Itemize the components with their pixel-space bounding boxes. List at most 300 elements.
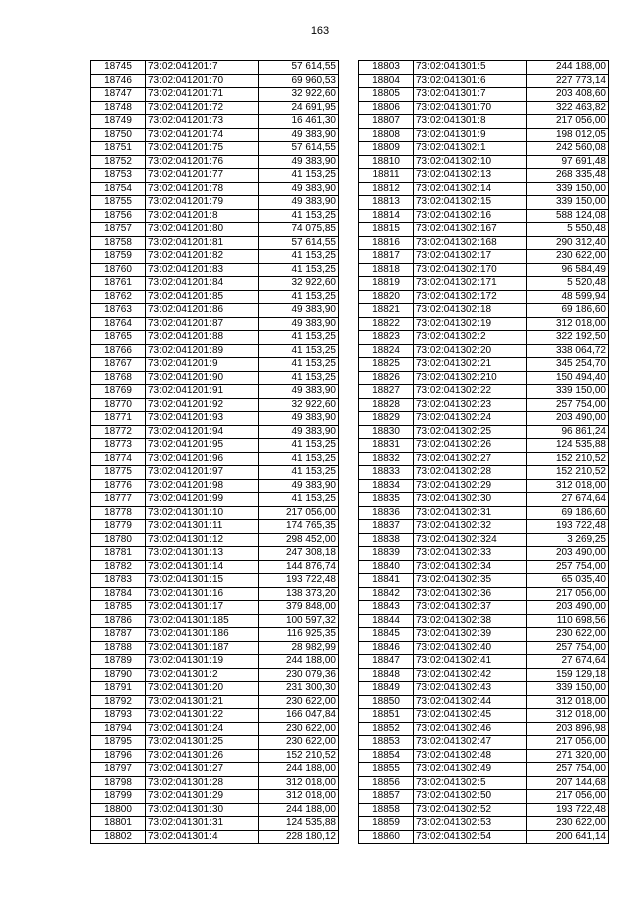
cadastral-number: 73:02:041301:28	[146, 776, 259, 790]
cost-value: 41 153,25	[259, 290, 339, 304]
cadastral-number: 73:02:041301:22	[146, 709, 259, 723]
table-right-body	[359, 61, 609, 844]
row-number: 18787	[91, 628, 146, 642]
cadastral-number: 73:02:041302:50	[414, 790, 527, 804]
cost-value: 96 584,49	[527, 263, 609, 277]
row-number: 18815	[359, 223, 414, 237]
row-number: 18811	[359, 169, 414, 183]
cost-value: 144 876,74	[259, 560, 339, 574]
cost-value: 203 896,98	[527, 722, 609, 736]
cost-value: 193 722,48	[527, 803, 609, 817]
table-row	[91, 533, 339, 547]
cadastral-number: 73:02:041201:76	[146, 155, 259, 169]
table-row	[359, 803, 609, 817]
row-number: 18851	[359, 709, 414, 723]
cadastral-number: 73:02:041201:79	[146, 196, 259, 210]
cost-value: 110 698,56	[527, 614, 609, 628]
row-number: 18857	[359, 790, 414, 804]
cost-value: 379 848,00	[259, 601, 339, 615]
cadastral-number: 73:02:041301:24	[146, 722, 259, 736]
table-row	[359, 695, 609, 709]
table-row	[91, 142, 339, 156]
row-number: 18834	[359, 479, 414, 493]
table-row	[91, 115, 339, 129]
table-row	[359, 817, 609, 831]
table-row	[359, 358, 609, 372]
cost-value: 312 018,00	[527, 317, 609, 331]
row-number: 18795	[91, 736, 146, 750]
table-row	[91, 493, 339, 507]
cadastral-number: 73:02:041301:8	[414, 115, 527, 129]
cadastral-number: 73:02:041301:185	[146, 614, 259, 628]
cadastral-number: 73:02:041201:70	[146, 74, 259, 88]
table-row	[91, 236, 339, 250]
table-row	[359, 209, 609, 223]
table-row	[91, 655, 339, 669]
table-row	[91, 277, 339, 291]
row-number: 18753	[91, 169, 146, 183]
row-number: 18775	[91, 466, 146, 480]
row-number: 18806	[359, 101, 414, 115]
row-number: 18858	[359, 803, 414, 817]
cadastral-number: 73:02:041301:12	[146, 533, 259, 547]
cadastral-number: 73:02:041302:210	[414, 371, 527, 385]
table-row	[91, 722, 339, 736]
cadastral-number: 73:02:041201:78	[146, 182, 259, 196]
cost-value: 230 622,00	[259, 736, 339, 750]
cadastral-number: 73:02:041201:98	[146, 479, 259, 493]
cost-value: 166 047,84	[259, 709, 339, 723]
table-row	[91, 425, 339, 439]
table-row	[359, 560, 609, 574]
row-number: 18747	[91, 88, 146, 102]
row-number: 18826	[359, 371, 414, 385]
table-row	[91, 547, 339, 561]
table-row	[359, 74, 609, 88]
table-row	[91, 682, 339, 696]
row-number: 18792	[91, 695, 146, 709]
cadastral-number: 73:02:041201:75	[146, 142, 259, 156]
cadastral-number: 73:02:041201:94	[146, 425, 259, 439]
table-row	[91, 709, 339, 723]
cost-value: 228 180,12	[259, 830, 339, 844]
cost-value: 32 922,60	[259, 398, 339, 412]
table-row	[91, 452, 339, 466]
cost-value: 257 754,00	[527, 398, 609, 412]
cost-value: 150 494,40	[527, 371, 609, 385]
cadastral-number: 73:02:041201:96	[146, 452, 259, 466]
cadastral-number: 73:02:041302:168	[414, 236, 527, 250]
cadastral-number: 73:02:041302:23	[414, 398, 527, 412]
table-row	[91, 344, 339, 358]
row-number: 18860	[359, 830, 414, 844]
table-row	[91, 776, 339, 790]
row-number: 18824	[359, 344, 414, 358]
table-row	[359, 223, 609, 237]
table-row	[91, 763, 339, 777]
row-number: 18800	[91, 803, 146, 817]
cost-value: 257 754,00	[527, 560, 609, 574]
row-number: 18803	[359, 61, 414, 75]
table-row	[91, 74, 339, 88]
table-row	[91, 560, 339, 574]
table-row	[359, 236, 609, 250]
row-number: 18808	[359, 128, 414, 142]
table-row	[91, 628, 339, 642]
cost-value: 339 150,00	[527, 196, 609, 210]
cadastral-number: 73:02:041302:42	[414, 668, 527, 682]
cadastral-number: 73:02:041302:14	[414, 182, 527, 196]
row-number: 18756	[91, 209, 146, 223]
table-row	[91, 803, 339, 817]
row-number: 18765	[91, 331, 146, 345]
table-row	[359, 88, 609, 102]
table-row	[91, 479, 339, 493]
table-row	[359, 466, 609, 480]
table-row	[91, 398, 339, 412]
cadastral-number: 73:02:041301:31	[146, 817, 259, 831]
table-row	[359, 250, 609, 264]
row-number: 18794	[91, 722, 146, 736]
row-number: 18810	[359, 155, 414, 169]
cadastral-number: 73:02:041201:71	[146, 88, 259, 102]
cost-value: 41 153,25	[259, 493, 339, 507]
cost-value: 49 383,90	[259, 385, 339, 399]
row-number: 18764	[91, 317, 146, 331]
cadastral-number: 73:02:041301:16	[146, 587, 259, 601]
row-number: 18845	[359, 628, 414, 642]
table-row	[91, 668, 339, 682]
cadastral-number: 73:02:041302:41	[414, 655, 527, 669]
cost-value: 57 614,55	[259, 142, 339, 156]
cadastral-number: 73:02:041201:99	[146, 493, 259, 507]
table-row	[359, 155, 609, 169]
row-number: 18833	[359, 466, 414, 480]
cadastral-number: 73:02:041302:40	[414, 641, 527, 655]
cadastral-number: 73:02:041302:167	[414, 223, 527, 237]
table-row	[359, 142, 609, 156]
cost-value: 69 186,60	[527, 506, 609, 520]
table-row	[359, 763, 609, 777]
cost-value: 138 373,20	[259, 587, 339, 601]
row-number: 18766	[91, 344, 146, 358]
cadastral-number: 73:02:041302:49	[414, 763, 527, 777]
cadastral-number: 73:02:041201:82	[146, 250, 259, 264]
table-row	[359, 682, 609, 696]
row-number: 18776	[91, 479, 146, 493]
cost-value: 48 599,94	[527, 290, 609, 304]
cadastral-number: 73:02:041201:84	[146, 277, 259, 291]
row-number: 18823	[359, 331, 414, 345]
cost-value: 24 691,95	[259, 101, 339, 115]
table-row	[359, 641, 609, 655]
cost-value: 217 056,00	[259, 506, 339, 520]
cadastral-number: 73:02:041301:26	[146, 749, 259, 763]
table-row	[91, 101, 339, 115]
row-number: 18802	[91, 830, 146, 844]
table-row	[91, 196, 339, 210]
row-number: 18835	[359, 493, 414, 507]
table-row	[359, 736, 609, 750]
table-row	[359, 776, 609, 790]
cadastral-number: 73:02:041301:17	[146, 601, 259, 615]
table-row	[91, 304, 339, 318]
cost-value: 244 188,00	[527, 61, 609, 75]
cost-value: 41 153,25	[259, 439, 339, 453]
table-row	[91, 358, 339, 372]
row-number: 18797	[91, 763, 146, 777]
table-row	[359, 61, 609, 75]
table-row	[91, 209, 339, 223]
cadastral-number: 73:02:041302:324	[414, 533, 527, 547]
row-number: 18777	[91, 493, 146, 507]
row-number: 18842	[359, 587, 414, 601]
table-row	[91, 817, 339, 831]
cost-value: 247 308,18	[259, 547, 339, 561]
cost-value: 100 597,32	[259, 614, 339, 628]
cost-value: 41 153,25	[259, 209, 339, 223]
row-number: 18801	[91, 817, 146, 831]
cost-value: 203 408,60	[527, 88, 609, 102]
table-row	[359, 628, 609, 642]
cost-value: 230 622,00	[259, 722, 339, 736]
table-row	[91, 614, 339, 628]
cadastral-number: 73:02:041201:72	[146, 101, 259, 115]
row-number: 18853	[359, 736, 414, 750]
row-number: 18816	[359, 236, 414, 250]
table-row	[91, 601, 339, 615]
cost-value: 49 383,90	[259, 196, 339, 210]
cadastral-number: 73:02:041302:15	[414, 196, 527, 210]
row-number: 18779	[91, 520, 146, 534]
table-row	[359, 506, 609, 520]
cost-value: 193 722,48	[527, 520, 609, 534]
table-row	[359, 182, 609, 196]
table-row	[91, 466, 339, 480]
table-row	[359, 398, 609, 412]
cadastral-number: 73:02:041302:54	[414, 830, 527, 844]
table-left-body	[91, 61, 339, 844]
cost-value: 27 674,64	[527, 655, 609, 669]
row-number: 18850	[359, 695, 414, 709]
cost-value: 41 153,25	[259, 358, 339, 372]
cost-value: 49 383,90	[259, 412, 339, 426]
cadastral-number: 73:02:041301:7	[414, 88, 527, 102]
row-number: 18780	[91, 533, 146, 547]
table-row	[91, 385, 339, 399]
row-number: 18746	[91, 74, 146, 88]
cadastral-number: 73:02:041301:6	[414, 74, 527, 88]
row-number: 18818	[359, 263, 414, 277]
table-row	[359, 493, 609, 507]
cadastral-number: 73:02:041201:77	[146, 169, 259, 183]
table-row	[359, 128, 609, 142]
cadastral-number: 73:02:041302:27	[414, 452, 527, 466]
cadastral-number: 73:02:041302:53	[414, 817, 527, 831]
row-number: 18846	[359, 641, 414, 655]
row-number: 18778	[91, 506, 146, 520]
cadastral-number: 73:02:041201:95	[146, 439, 259, 453]
table-row	[91, 155, 339, 169]
row-number: 18793	[91, 709, 146, 723]
row-number: 18786	[91, 614, 146, 628]
table-row	[359, 601, 609, 615]
table-row	[359, 101, 609, 115]
cadastral-number: 73:02:041301:21	[146, 695, 259, 709]
row-number: 18774	[91, 452, 146, 466]
row-number: 18825	[359, 358, 414, 372]
cadastral-number: 73:02:041302:18	[414, 304, 527, 318]
cost-value: 28 982,99	[259, 641, 339, 655]
cost-value: 5 520,48	[527, 277, 609, 291]
cadastral-number: 73:02:041302:32	[414, 520, 527, 534]
table-row	[91, 290, 339, 304]
cadastral-number: 73:02:041302:170	[414, 263, 527, 277]
table-row	[359, 412, 609, 426]
row-number: 18836	[359, 506, 414, 520]
table-row	[91, 587, 339, 601]
row-number: 18841	[359, 574, 414, 588]
cost-value: 339 150,00	[527, 385, 609, 399]
table-row	[91, 61, 339, 75]
cadastral-number: 73:02:041301:5	[414, 61, 527, 75]
cost-value: 3 269,25	[527, 533, 609, 547]
cadastral-number: 73:02:041201:74	[146, 128, 259, 142]
cadastral-number: 73:02:041201:83	[146, 263, 259, 277]
row-number: 18763	[91, 304, 146, 318]
table-row	[359, 169, 609, 183]
cadastral-number: 73:02:041302:46	[414, 722, 527, 736]
cost-value: 207 144,68	[527, 776, 609, 790]
row-number: 18814	[359, 209, 414, 223]
cadastral-number: 73:02:041302:35	[414, 574, 527, 588]
cost-value: 41 153,25	[259, 452, 339, 466]
cadastral-number: 73:02:041201:89	[146, 344, 259, 358]
cost-value: 193 722,48	[259, 574, 339, 588]
row-number: 18831	[359, 439, 414, 453]
cadastral-number: 73:02:041302:5	[414, 776, 527, 790]
cost-value: 230 622,00	[259, 695, 339, 709]
row-number: 18799	[91, 790, 146, 804]
row-number: 18754	[91, 182, 146, 196]
row-number: 18783	[91, 574, 146, 588]
table-row	[359, 331, 609, 345]
table-row	[359, 439, 609, 453]
row-number: 18760	[91, 263, 146, 277]
row-number: 18785	[91, 601, 146, 615]
row-number: 18840	[359, 560, 414, 574]
cost-value: 339 150,00	[527, 682, 609, 696]
cadastral-number: 73:02:041302:47	[414, 736, 527, 750]
table-row	[359, 425, 609, 439]
table-row	[359, 574, 609, 588]
table-row	[91, 250, 339, 264]
row-number: 18769	[91, 385, 146, 399]
cost-value: 152 210,52	[527, 452, 609, 466]
cost-value: 230 622,00	[527, 817, 609, 831]
cadastral-number: 73:02:041302:29	[414, 479, 527, 493]
table-row	[359, 749, 609, 763]
cost-value: 41 153,25	[259, 371, 339, 385]
table-row	[359, 668, 609, 682]
row-number: 18768	[91, 371, 146, 385]
cost-value: 49 383,90	[259, 317, 339, 331]
cost-value: 65 035,40	[527, 574, 609, 588]
cadastral-number: 73:02:041201:92	[146, 398, 259, 412]
row-number: 18773	[91, 439, 146, 453]
row-number: 18822	[359, 317, 414, 331]
row-number: 18854	[359, 749, 414, 763]
table-row	[91, 749, 339, 763]
table-row	[91, 317, 339, 331]
row-number: 18848	[359, 668, 414, 682]
table-row	[359, 263, 609, 277]
row-number: 18805	[359, 88, 414, 102]
cost-value: 257 754,00	[527, 763, 609, 777]
cost-value: 69 960,53	[259, 74, 339, 88]
cost-value: 244 188,00	[259, 803, 339, 817]
table-row	[359, 290, 609, 304]
cadastral-number: 73:02:041301:20	[146, 682, 259, 696]
row-number: 18798	[91, 776, 146, 790]
table-row	[91, 331, 339, 345]
cadastral-number: 73:02:041301:11	[146, 520, 259, 534]
row-number: 18832	[359, 452, 414, 466]
cost-value: 174 765,35	[259, 520, 339, 534]
table-row	[91, 520, 339, 534]
table-row	[359, 520, 609, 534]
cadastral-number: 73:02:041302:34	[414, 560, 527, 574]
cadastral-number: 73:02:041302:33	[414, 547, 527, 561]
table-row	[359, 385, 609, 399]
row-number: 18796	[91, 749, 146, 763]
row-number: 18745	[91, 61, 146, 75]
table-row	[359, 304, 609, 318]
cadastral-number: 73:02:041301:19	[146, 655, 259, 669]
table-row	[359, 655, 609, 669]
table-row	[359, 547, 609, 561]
cost-value: 244 188,00	[259, 763, 339, 777]
row-number: 18847	[359, 655, 414, 669]
cadastral-number: 73:02:041302:30	[414, 493, 527, 507]
cadastral-number: 73:02:041201:97	[146, 466, 259, 480]
row-number: 18761	[91, 277, 146, 291]
cadastral-number: 73:02:041302:17	[414, 250, 527, 264]
row-number: 18828	[359, 398, 414, 412]
cadastral-number: 73:02:041301:15	[146, 574, 259, 588]
cost-value: 49 383,90	[259, 304, 339, 318]
table-row	[91, 371, 339, 385]
table-row	[91, 641, 339, 655]
cadastral-number: 73:02:041301:29	[146, 790, 259, 804]
cadastral-number: 73:02:041201:93	[146, 412, 259, 426]
cost-value: 268 335,48	[527, 169, 609, 183]
cost-value: 217 056,00	[527, 790, 609, 804]
cost-value: 257 754,00	[527, 641, 609, 655]
cadastral-number: 73:02:041302:25	[414, 425, 527, 439]
cost-value: 32 922,60	[259, 277, 339, 291]
table-row	[359, 479, 609, 493]
cost-value: 227 773,14	[527, 74, 609, 88]
row-number: 18782	[91, 560, 146, 574]
cost-value: 27 674,64	[527, 493, 609, 507]
cadastral-number: 73:02:041302:26	[414, 439, 527, 453]
cost-value: 312 018,00	[527, 479, 609, 493]
table-row	[359, 452, 609, 466]
cost-value: 41 153,25	[259, 263, 339, 277]
cadastral-number: 73:02:041201:87	[146, 317, 259, 331]
cadastral-number: 73:02:041301:187	[146, 641, 259, 655]
